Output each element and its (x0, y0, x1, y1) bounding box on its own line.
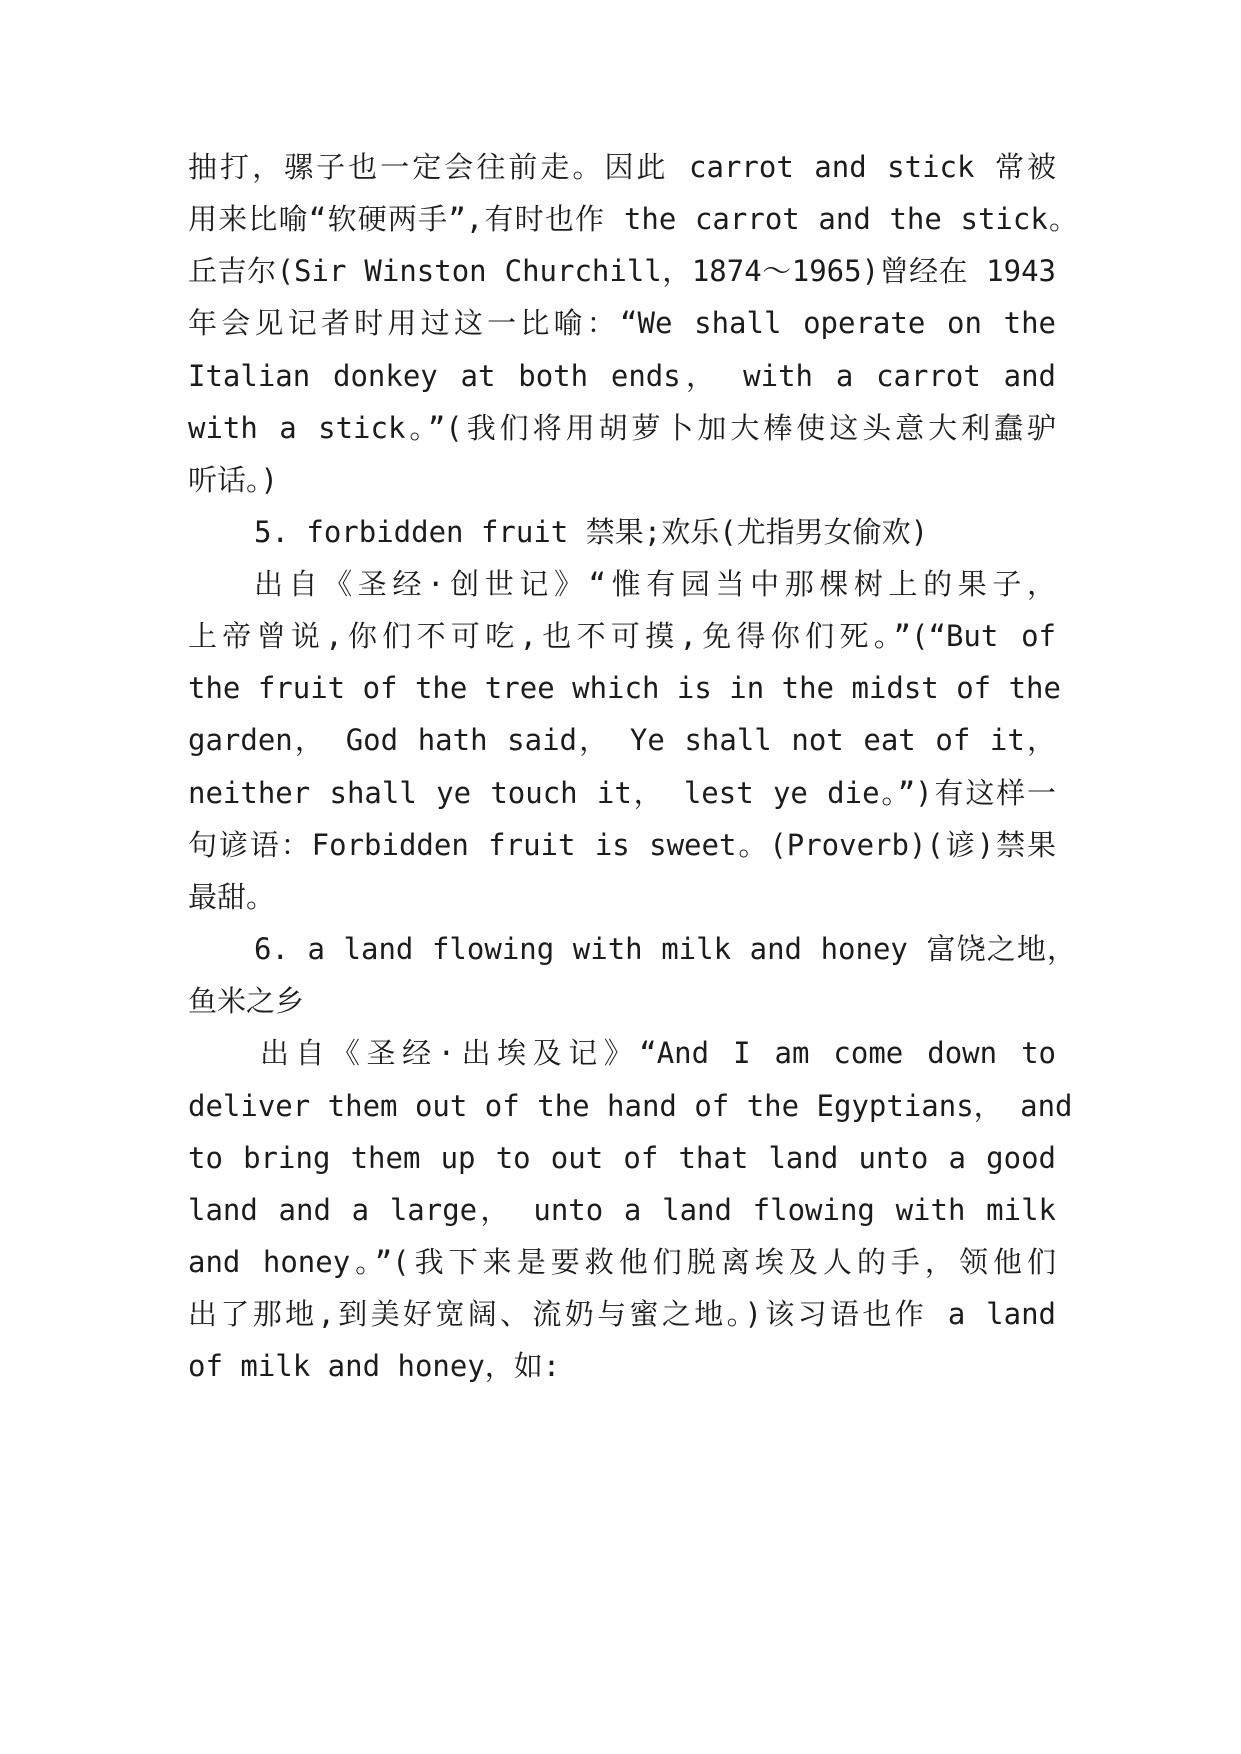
text-line: 出自《圣经·创世记》“惟有园当中那棵树上的果子， (254, 567, 1056, 601)
text-line: 最甜。 (188, 880, 276, 914)
text-line: 句谚语：Forbidden fruit is sweet。(Proverb)(谚)禁果 (188, 828, 1056, 862)
text-line: 出了那地,到美好宽阔、流奶与蜜之地。)该习语也作 a land (188, 1297, 1056, 1331)
text-line: and honey。”(我下来是要救他们脱离埃及人的手，领他们 (188, 1245, 1056, 1279)
text-line: of milk and honey，如: (188, 1349, 561, 1383)
text-line: deliver them out of the hand of the Egyptians， and (188, 1089, 1073, 1123)
text-line: the fruit of the tree which is in the midst of the (188, 671, 1061, 705)
text-line: garden， God hath said， Ye shall not eat of it， (188, 723, 1056, 757)
text-line: 鱼米之乡 (188, 984, 305, 1018)
section-heading: 5. forbidden fruit 禁果;欢乐(尤指男女偷欢) (254, 515, 929, 549)
text-line: 出自《圣经·出埃及记》“And I am come down to (260, 1036, 1056, 1070)
text-line: 丘吉尔(Sir Winston Churchill，1874～1965)曾经在 1943 (188, 254, 1056, 288)
text-line: neither shall ye touch it， lest ye die。”)有这样一 (188, 776, 1056, 810)
text-line: 用来比喻“软硬两手”,有时也作 the carrot and the stick。 (188, 202, 1078, 236)
text-line: Italian donkey at both ends， with a carrot and (188, 359, 1056, 393)
text-line: land and a large， unto a land flowing with milk (188, 1193, 1056, 1227)
text-line: 上帝曾说,你们不可吃,也不可摸,免得你们死。”(“But of (188, 619, 1056, 653)
section-heading: 6. a land flowing with milk and honey 富饶之地， (254, 932, 1076, 966)
text-line: to bring them up to out of that land unto a good (188, 1141, 1056, 1175)
text-line: 抽打，骡子也一定会往前走。因此 carrot and stick 常被 (188, 150, 1056, 184)
text-line: with a stick。”(我们将用胡萝卜加大棒使这头意大利蠢驴 (188, 411, 1056, 445)
text-line: 听话。) (188, 463, 278, 497)
text-line: 年会见记者时用过这一比喻：“We shall operate on the (188, 306, 1056, 340)
